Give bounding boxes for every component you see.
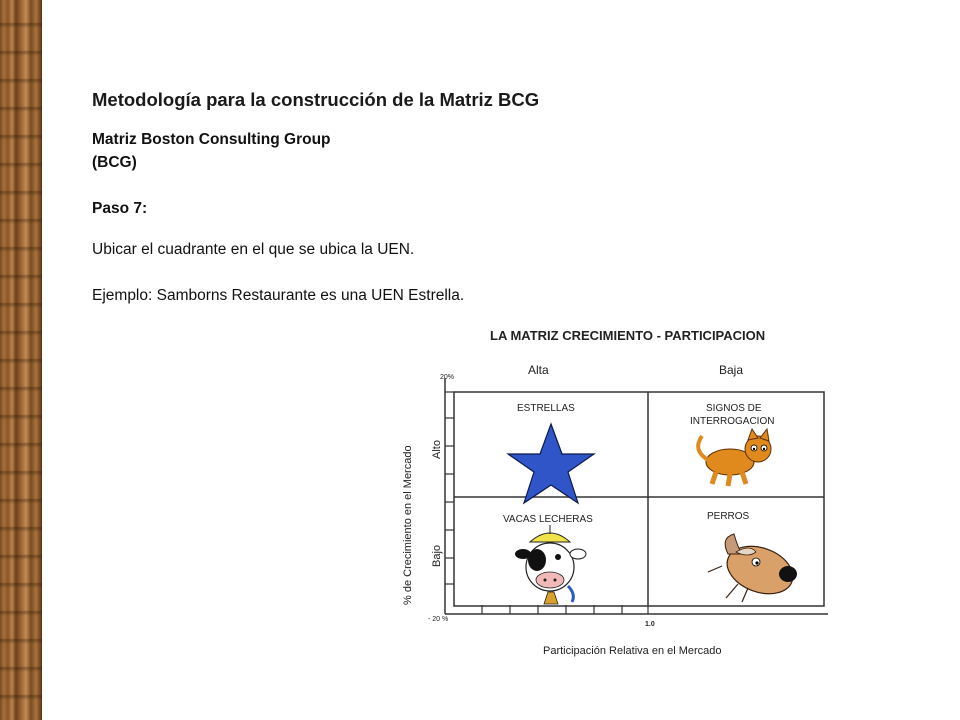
column-header-high: Alta (528, 363, 549, 377)
y-axis-label: % de Crecimiento en el Mercado (402, 445, 414, 605)
y-axis-ticks (445, 392, 454, 584)
cat-icon (698, 429, 771, 486)
cow-icon (515, 525, 586, 604)
quadrant-label-question-2: INTERROGACION (690, 416, 775, 427)
x-axis-label: Participación Relativa en el Mercado (543, 645, 722, 657)
subtitle-line-1: Matriz Boston Consulting Group (92, 131, 331, 148)
y-top-value: 20% (440, 374, 455, 381)
quadrant-label-stars: ESTRELLAS (517, 403, 575, 414)
x-mid-value: 1.0 (645, 621, 655, 628)
star-icon (508, 424, 594, 503)
example-text: Ejemplo: Samborns Restaurante es una UEN Estrella. (92, 287, 465, 304)
step-label: Paso 7: (92, 200, 148, 217)
subtitle-line-2: (BCG) (92, 154, 137, 171)
bcg-matrix-figure (390, 322, 850, 667)
page-title: Metodología para la construcción de la Matriz BCG (92, 89, 540, 110)
quadrant-label-cows: VACAS LECHERAS (503, 514, 593, 525)
instruction-text: Ubicar el cuadrante en el que se ubica la UEN. (92, 241, 415, 258)
quadrant-label-dogs: PERROS (707, 511, 750, 522)
y-bottom-value: - 20 % (428, 616, 449, 623)
matrix-title: LA MATRIZ CRECIMIENTO - PARTICIPACION (490, 328, 766, 343)
row-label-high: Alto (431, 440, 443, 459)
row-label-low: Bajo (431, 544, 443, 567)
dog-icon (708, 534, 799, 602)
quadrant-label-question-1: SIGNOS DE (706, 403, 762, 414)
column-header-low: Baja (719, 363, 744, 377)
wood-border (0, 0, 42, 720)
